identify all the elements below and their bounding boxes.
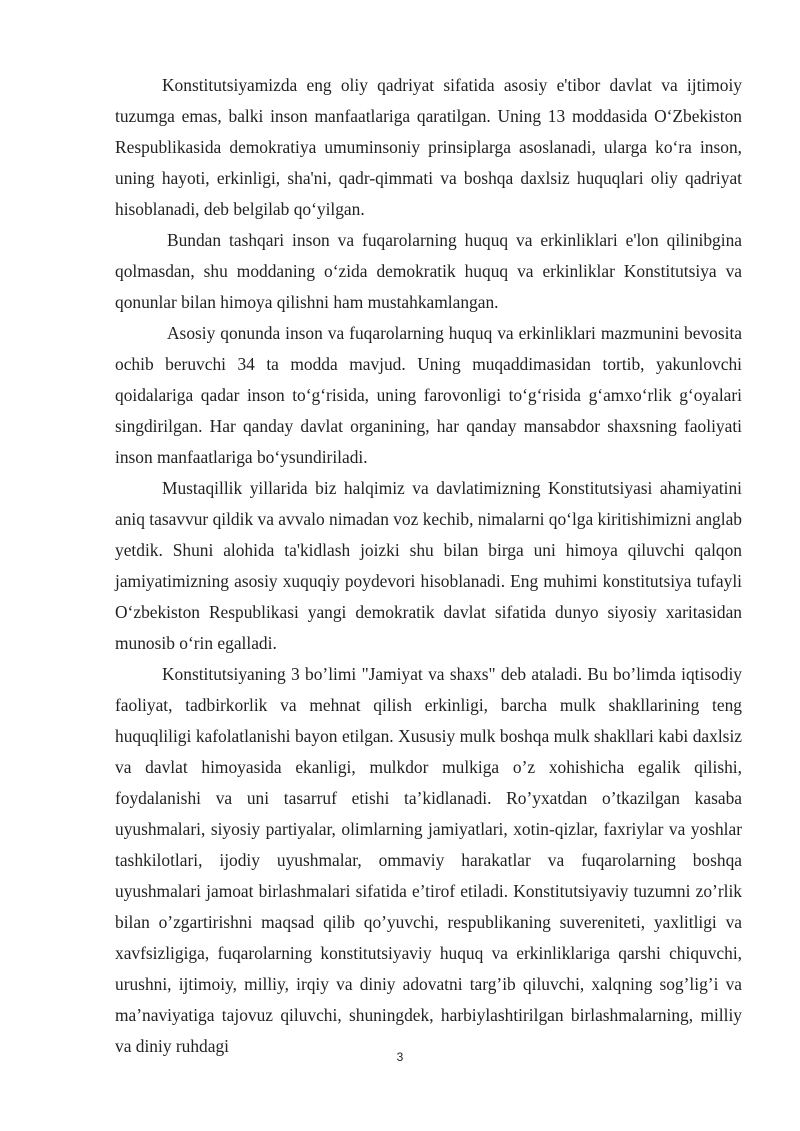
paragraph-rights-protection: Bundan tashqari inson va fuqarolarning huquq va erkinliklari e'lon qilinibgina qolmasdan, shu moddaning o‘zida demokratik huquq va erkinliklar Konstitutsiya va qonunlar bilan himoya qilishni ham mustahkamlangan. [115, 230, 742, 312]
paragraph-constitution-values: Konstitutsiyamizda eng oliy qadriyat sifatida asosiy e'tibor davlat va ijtimoiy tuzumga emas, balki inson manfaatlariga qaratilgan. Uning 13 moddasida O‘Zbekiston Respublikasida demokratiya umuminsoniy prinsiplarga asoslanadi, ularga ko‘ra inson, uning hayoti, erkinligi, sha'ni, qadr-qimmati va boshqa daxlsiz huquqlari oliy qadriyat hisoblanadi, deb belgilab qo‘yilgan. [115, 75, 742, 219]
document-page [115, 70, 742, 1062]
paragraph-society-and-individual: Konstitutsiyaning 3 bo’limi "Jamiyat va shaxs" deb ataladi. Bu bo’limda iqtisodiy faoliyat, tadbirkorlik va mehnat qilish erkinligi, barcha mulk shakllarining teng huquqliligi kafolatlanishi bayon etilgan. Xususiy mulk boshqa mulk shakllari kabi daxlsiz va davlat himoyasida ekanligi, mulkdor mulkiga o’z xohishicha egalik qilishi, foydalanishi va uni tasarruf etishi ta’kidlanadi. Ro’yxatdan o’tkazilgan kasaba uyushmalari, siyosiy partiyalar, olimlarning jamiyatlari, xotin-qizlar, faxriylar va yoshlar tashkilotlari, ijodiy uyushmalar, ommaviy harakatlar va fuqarolarning boshqa uyushmalari jamoat birlashmalari sifatida e’tirof etiladi. Konstitutsiyaviy tuzumni zo’rlik bilan o’zgartirishni maqsad qilib qo’yuvchi, respublikaning suvereniteti, yaxlitligi va xavfsizligiga, fuqarolarning konstitutsiyaviy huquq va erkinliklariga qarshi chiquvchi, urushni, ijtimoiy, milliy, irqiy va diniy adovatni targ’ib qiluvchi, xalqning sog’lig’i va ma’naviyatiga tajovuz qiluvchi, shuningdek, harbiylashtirilgan birlashmalarning, milliy va diniy ruhdagi [115, 664, 742, 1056]
paragraph-basic-law-articles: Asosiy qonunda inson va fuqarolarning huquq va erkinliklari mazmunini bevosita ochib beruvchi 34 ta modda mavjud. Uning muqaddimasidan tortib, yakunlovchi qoidalariga qadar inson to‘g‘risida, uning farovonligi to‘g‘risida g‘amxo‘rlik g‘oyalari singdirilgan. Har qanday davlat organining, har qanday mansabdor shaxsning faoliyati inson manfaatlariga bo‘ysundiriladi. [115, 323, 742, 467]
page-number: 3 [396, 1050, 404, 1064]
paragraph-independence-years: Mustaqillik yillarida biz halqimiz va davlatimizning Konstitutsiyasi ahamiyatini aniq tasavvur qildik va avvalo nimadan voz kechib, nimalarni qo‘lga kiritishimizni anglab yetdik. Shuni alohida ta'kidlash joizki shu bilan birga uni himoya qiluvchi qalqon jamiyatimizning asosiy xuquqiy poydevori hisoblanadi. Eng muhimi konstitutsiya tufayli O‘zbekiston Respublikasi yangi demokratik davlat sifatida dunyo siyosiy xaritasidan munosib o‘rin egalladi. [115, 478, 742, 653]
